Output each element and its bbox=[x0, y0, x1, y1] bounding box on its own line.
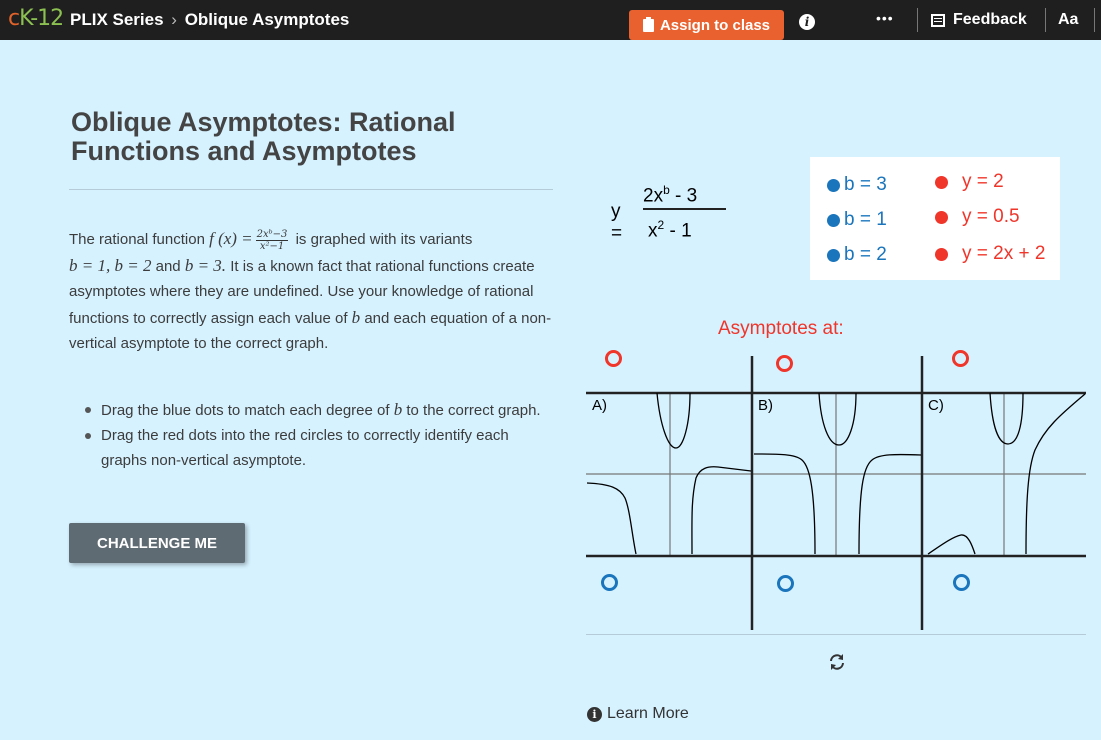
ck12-logo[interactable]: cK-12 bbox=[8, 6, 64, 31]
divider bbox=[586, 634, 1086, 635]
fraction-bar bbox=[643, 208, 726, 210]
intro-text: The rational function f (x) = $\frac{\text{2xᵇ−3}}{\text{x²−1}}$ is graphed with its variants b = 1, b = 2 and b = 3. It is a known fact that rational functions create asymptotes where they are undefined. Use your knowledge of rational functions to correctly assign each value of b and each equation of a non-vertical asymptote to the correct graph. bbox=[69, 228, 552, 352]
info-icon: i bbox=[587, 707, 602, 722]
breadcrumb bbox=[70, 10, 349, 30]
font-size-button[interactable]: Aa bbox=[1058, 11, 1079, 28]
degree-drop-target-a[interactable] bbox=[601, 574, 618, 591]
red-dot-y2[interactable]: y = 2 bbox=[935, 171, 1004, 193]
graphs-canvas bbox=[580, 340, 1100, 635]
instruction-item: Drag the red dots into the red circles to correctly identify each graphs non-vertical asymptote. bbox=[101, 423, 551, 473]
blue-dot-icon bbox=[827, 249, 840, 262]
divider bbox=[1045, 8, 1046, 32]
reset-icon[interactable] bbox=[828, 653, 846, 671]
info-icon[interactable]: i bbox=[799, 14, 815, 30]
blue-dot-b2[interactable]: b = 2 bbox=[827, 244, 887, 266]
feedback-icon bbox=[931, 14, 945, 27]
breadcrumb-series[interactable]: PLIX Series bbox=[70, 10, 164, 29]
asymptote-drop-target-b[interactable] bbox=[776, 355, 793, 372]
divider bbox=[1094, 8, 1095, 32]
draggable-options-panel bbox=[810, 157, 1060, 280]
instruction-item: Drag the blue dots to match each degree of b to the correct graph. bbox=[101, 397, 551, 423]
blue-dot-b1[interactable]: b = 1 bbox=[827, 209, 887, 231]
more-options-icon[interactable]: ••• bbox=[876, 10, 894, 26]
red-dot-y2x2[interactable]: y = 2x + 2 bbox=[935, 243, 1045, 265]
feedback-button[interactable]: Feedback bbox=[931, 11, 1027, 29]
breadcrumb-page: Oblique Asymptotes bbox=[184, 10, 350, 29]
page-title: Oblique Asymptotes: Rational Functions and Asymptotes bbox=[71, 107, 456, 166]
graph-label-b: B) bbox=[758, 397, 773, 414]
asymptote-drop-target-c[interactable] bbox=[952, 350, 969, 367]
assign-to-class-button[interactable]: Assign to class bbox=[629, 10, 784, 40]
fraction: $\frac{\text{2xᵇ−3}}{\text{x²−1}}$ bbox=[256, 228, 288, 252]
blue-dot-icon bbox=[827, 179, 840, 192]
challenge-me-button[interactable]: CHALLENGE ME bbox=[69, 523, 245, 563]
degree-drop-target-c[interactable] bbox=[953, 574, 970, 591]
clipboard-icon bbox=[643, 19, 654, 32]
red-dot-y05[interactable]: y = 0.5 bbox=[935, 206, 1020, 228]
divider bbox=[69, 189, 553, 190]
degree-drop-target-b[interactable] bbox=[777, 575, 794, 592]
asymptotes-label: Asymptotes at: bbox=[718, 318, 844, 339]
divider bbox=[917, 8, 918, 32]
top-bar bbox=[0, 0, 1101, 40]
blue-dot-b3[interactable]: b = 3 bbox=[827, 174, 887, 196]
learn-more-link[interactable]: i Learn More bbox=[587, 705, 689, 723]
graph-label-a: A) bbox=[592, 397, 607, 414]
breadcrumb-separator: › bbox=[171, 10, 177, 29]
instructions-list bbox=[101, 397, 551, 473]
red-dot-icon bbox=[935, 248, 948, 261]
red-dot-icon bbox=[935, 211, 948, 224]
blue-dot-icon bbox=[827, 214, 840, 227]
asymptote-drop-target-a[interactable] bbox=[605, 350, 622, 367]
graph-label-c: C) bbox=[928, 397, 944, 414]
red-dot-icon bbox=[935, 176, 948, 189]
